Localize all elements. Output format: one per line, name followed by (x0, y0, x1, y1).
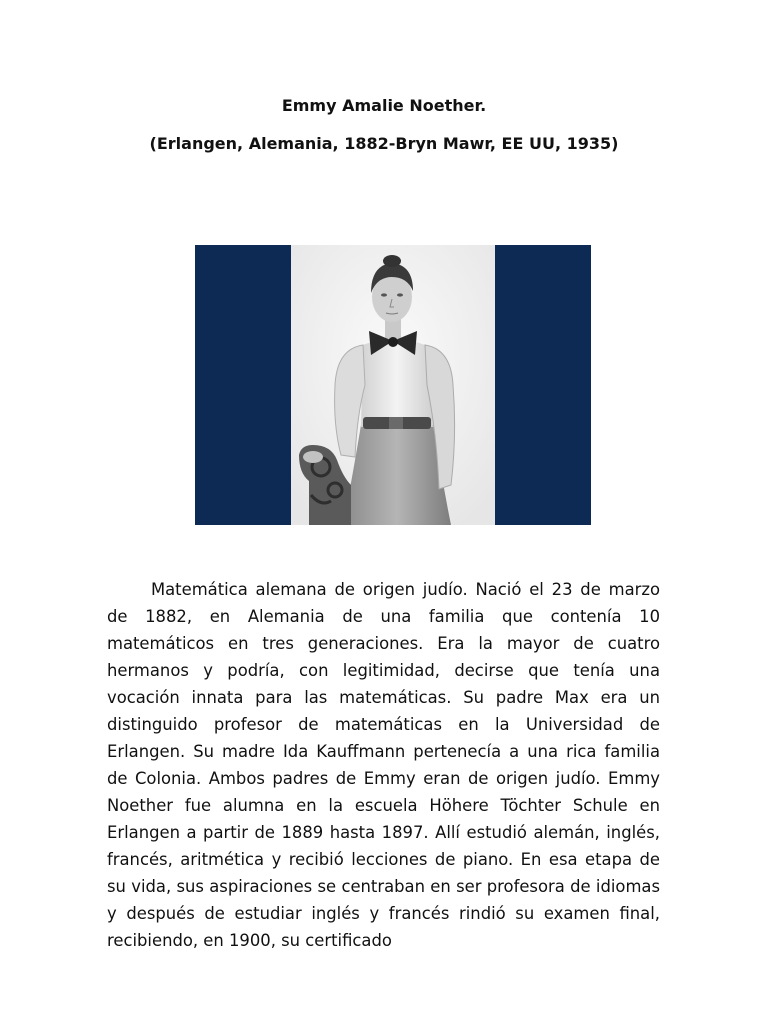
figure-bar-right (495, 245, 591, 525)
figure-bar-left (195, 245, 291, 525)
body-paragraph: Matemática alemana de origen judío. Nació el 23 de marzo de 1882, en Alemania de una familia que contenía 10 matemáticos en tres generaciones. Era la mayor de cuatro hermanos y podría, con legitimidad, decirse que tenía una vocación innata para las matemáticas. Su padre Max era un distinguido profesor de matemáticas en la Universidad de Erlangen. Su madre Ida Kauffmann pertenecía a una rica familia de Colonia. Ambos padres de Emmy eran de origen judío. Emmy Noether fue alumna en la escuela Höhere Töchter Schule en Erlangen a partir de 1889 hasta 1897. Allí estudió alemán, inglés, francés, aritmética y recibió lecciones de piano. En esa etapa de su vida, sus aspiraciones se centraban en ser profesora de idiomas y después de estudiar inglés y francés rindió su examen final, recibiendo, en 1900, su certificado (107, 580, 660, 950)
portrait-illustration (291, 245, 495, 525)
document-title: Emmy Amalie Noether. (281, 96, 487, 115)
portrait-photo (291, 245, 495, 525)
portrait-figure (195, 245, 591, 525)
document-subtitle: (Erlangen, Alemania, 1882-Bryn Mawr, EE UU, 1935) (149, 134, 619, 153)
